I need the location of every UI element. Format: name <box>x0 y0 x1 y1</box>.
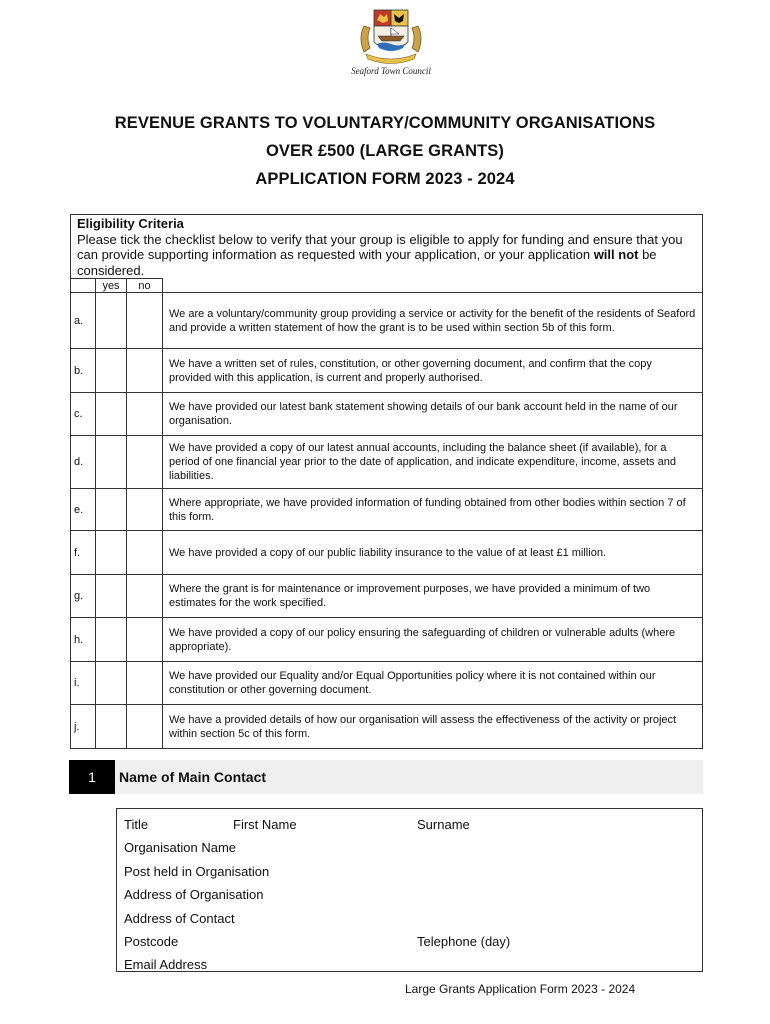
post-held-field[interactable]: Post held in Organisation <box>124 864 270 879</box>
checklist-row <box>71 662 702 705</box>
criterion-text: We have provided a copy of our policy ensuring the safeguarding of children or vulnerable adults (where appropriate). <box>163 618 703 662</box>
intro-text-1: Please tick the checklist below to verify that your group is eligible to apply for funding and ensure that you can provide supporting information as requested with your application, or your application <box>77 231 683 262</box>
section-1-header <box>69 760 703 794</box>
criterion-letter: h. <box>71 618 96 662</box>
main-contact-box <box>116 808 703 972</box>
criterion-letter: f. <box>71 531 96 575</box>
criterion-letter: j. <box>71 705 96 749</box>
criterion-text: We are a voluntary/community group providing a service or activity for the benefit of the residents of Seaford and provide a written statement of how the grant is to be used within section 5b of this form. <box>163 293 703 349</box>
criterion-letter: i. <box>71 662 96 705</box>
no-checkbox[interactable] <box>127 705 163 749</box>
checklist-body <box>71 293 702 749</box>
yes-checkbox[interactable] <box>96 531 127 575</box>
section-title: Name of Main Contact <box>119 769 267 785</box>
eligibility-checklist <box>71 278 702 749</box>
criterion-letter: e. <box>71 489 96 531</box>
yes-checkbox[interactable] <box>96 349 127 393</box>
checklist-row <box>71 489 702 531</box>
yes-checkbox[interactable] <box>96 575 127 618</box>
criterion-text: We have a provided details of how our organisation will assess the effectiveness of the activity or project within section 5c of this form. <box>163 705 703 749</box>
eligibility-heading: Eligibility Criteria <box>77 216 184 231</box>
yes-checkbox[interactable] <box>96 436 127 489</box>
yes-checkbox[interactable] <box>96 293 127 349</box>
no-checkbox[interactable] <box>127 662 163 705</box>
section-number: 1 <box>69 760 115 794</box>
form-title-line-3: APPLICATION FORM 2023 - 2024 <box>255 170 515 188</box>
postcode-field[interactable]: Postcode <box>124 934 179 949</box>
telephone-field[interactable]: Telephone (day) <box>417 934 511 949</box>
checklist-row <box>71 618 702 662</box>
no-checkbox[interactable] <box>127 349 163 393</box>
surname-field[interactable]: Surname <box>417 817 470 832</box>
checklist-row <box>71 393 702 436</box>
checklist-row <box>71 293 702 349</box>
address-of-organisation-field[interactable]: Address of Organisation <box>124 887 264 902</box>
form-title-line-1: REVENUE GRANTS TO VOLUNTARY/COMMUNITY ORGANISATIONS <box>114 114 656 132</box>
no-checkbox[interactable] <box>127 436 163 489</box>
title-field[interactable]: Title <box>124 817 149 832</box>
criterion-letter: d. <box>71 436 96 489</box>
no-checkbox[interactable] <box>127 531 163 575</box>
criterion-text: We have a written set of rules, constitution, or other governing document, and confirm that the copy provided with this application, is current and properly authorised. <box>163 349 703 393</box>
yes-checkbox[interactable] <box>96 705 127 749</box>
town-crest-icon <box>356 8 426 64</box>
yes-column-header: yes <box>96 279 127 293</box>
form-title-line-2: OVER £500 (LARGE GRANTS) <box>265 142 505 160</box>
checklist-row <box>71 531 702 575</box>
eligibility-intro <box>77 232 696 279</box>
no-checkbox[interactable] <box>127 575 163 618</box>
no-checkbox[interactable] <box>127 393 163 436</box>
no-checkbox[interactable] <box>127 618 163 662</box>
criterion-text: We have provided a copy of our public liability insurance to the value of at least £1 million. <box>163 531 703 575</box>
no-checkbox[interactable] <box>127 293 163 349</box>
checklist-row <box>71 349 702 393</box>
no-checkbox[interactable] <box>127 489 163 531</box>
first-name-field[interactable]: First Name <box>233 817 297 832</box>
criterion-letter: b. <box>71 349 96 393</box>
eligibility-header <box>71 215 702 278</box>
eligibility-criteria-box <box>70 214 703 749</box>
no-column-header: no <box>127 279 163 293</box>
criterion-text: We have provided a copy of our latest annual accounts, including the balance sheet (if available), for a period of one financial year prior to the date of application, and indicate expenditure, income, assets and liabilities. <box>163 436 703 489</box>
yes-checkbox[interactable] <box>96 489 127 531</box>
page-footer: Large Grants Application Form 2023 - 2024 <box>405 982 636 996</box>
criterion-letter: g. <box>71 575 96 618</box>
criterion-text: We have provided our latest bank statement showing details of our bank account held in the name of our organisation. <box>163 393 703 436</box>
checklist-header-row <box>71 279 702 293</box>
criterion-text: Where appropriate, we have provided information of funding obtained from other bodies within section 7 of this form. <box>163 489 703 531</box>
checklist-row <box>71 575 702 618</box>
intro-text-2: be considered. <box>77 247 657 278</box>
criterion-letter: c. <box>71 393 96 436</box>
checklist-row <box>71 436 702 489</box>
checklist-row <box>71 705 702 749</box>
address-of-contact-field[interactable]: Address of Contact <box>124 911 235 926</box>
yes-checkbox[interactable] <box>96 618 127 662</box>
yes-checkbox[interactable] <box>96 393 127 436</box>
council-name: Seaford Town Council <box>351 66 431 76</box>
yes-checkbox[interactable] <box>96 662 127 705</box>
email-address-field[interactable]: Email Address <box>124 957 208 972</box>
organisation-name-field[interactable]: Organisation Name <box>124 840 236 855</box>
council-logo <box>344 8 438 80</box>
header-blank-cell <box>163 279 703 293</box>
intro-text-bold: will not <box>593 247 639 262</box>
criterion-text: Where the grant is for maintenance or improvement purposes, we have provided a minimum of two estimates for the work specified. <box>163 575 703 618</box>
criterion-text: We have provided our Equality and/or Equal Opportunities policy where it is not contained within our constitution or other governing document. <box>163 662 703 705</box>
criterion-letter: a. <box>71 293 96 349</box>
header-letter-cell <box>71 279 96 293</box>
